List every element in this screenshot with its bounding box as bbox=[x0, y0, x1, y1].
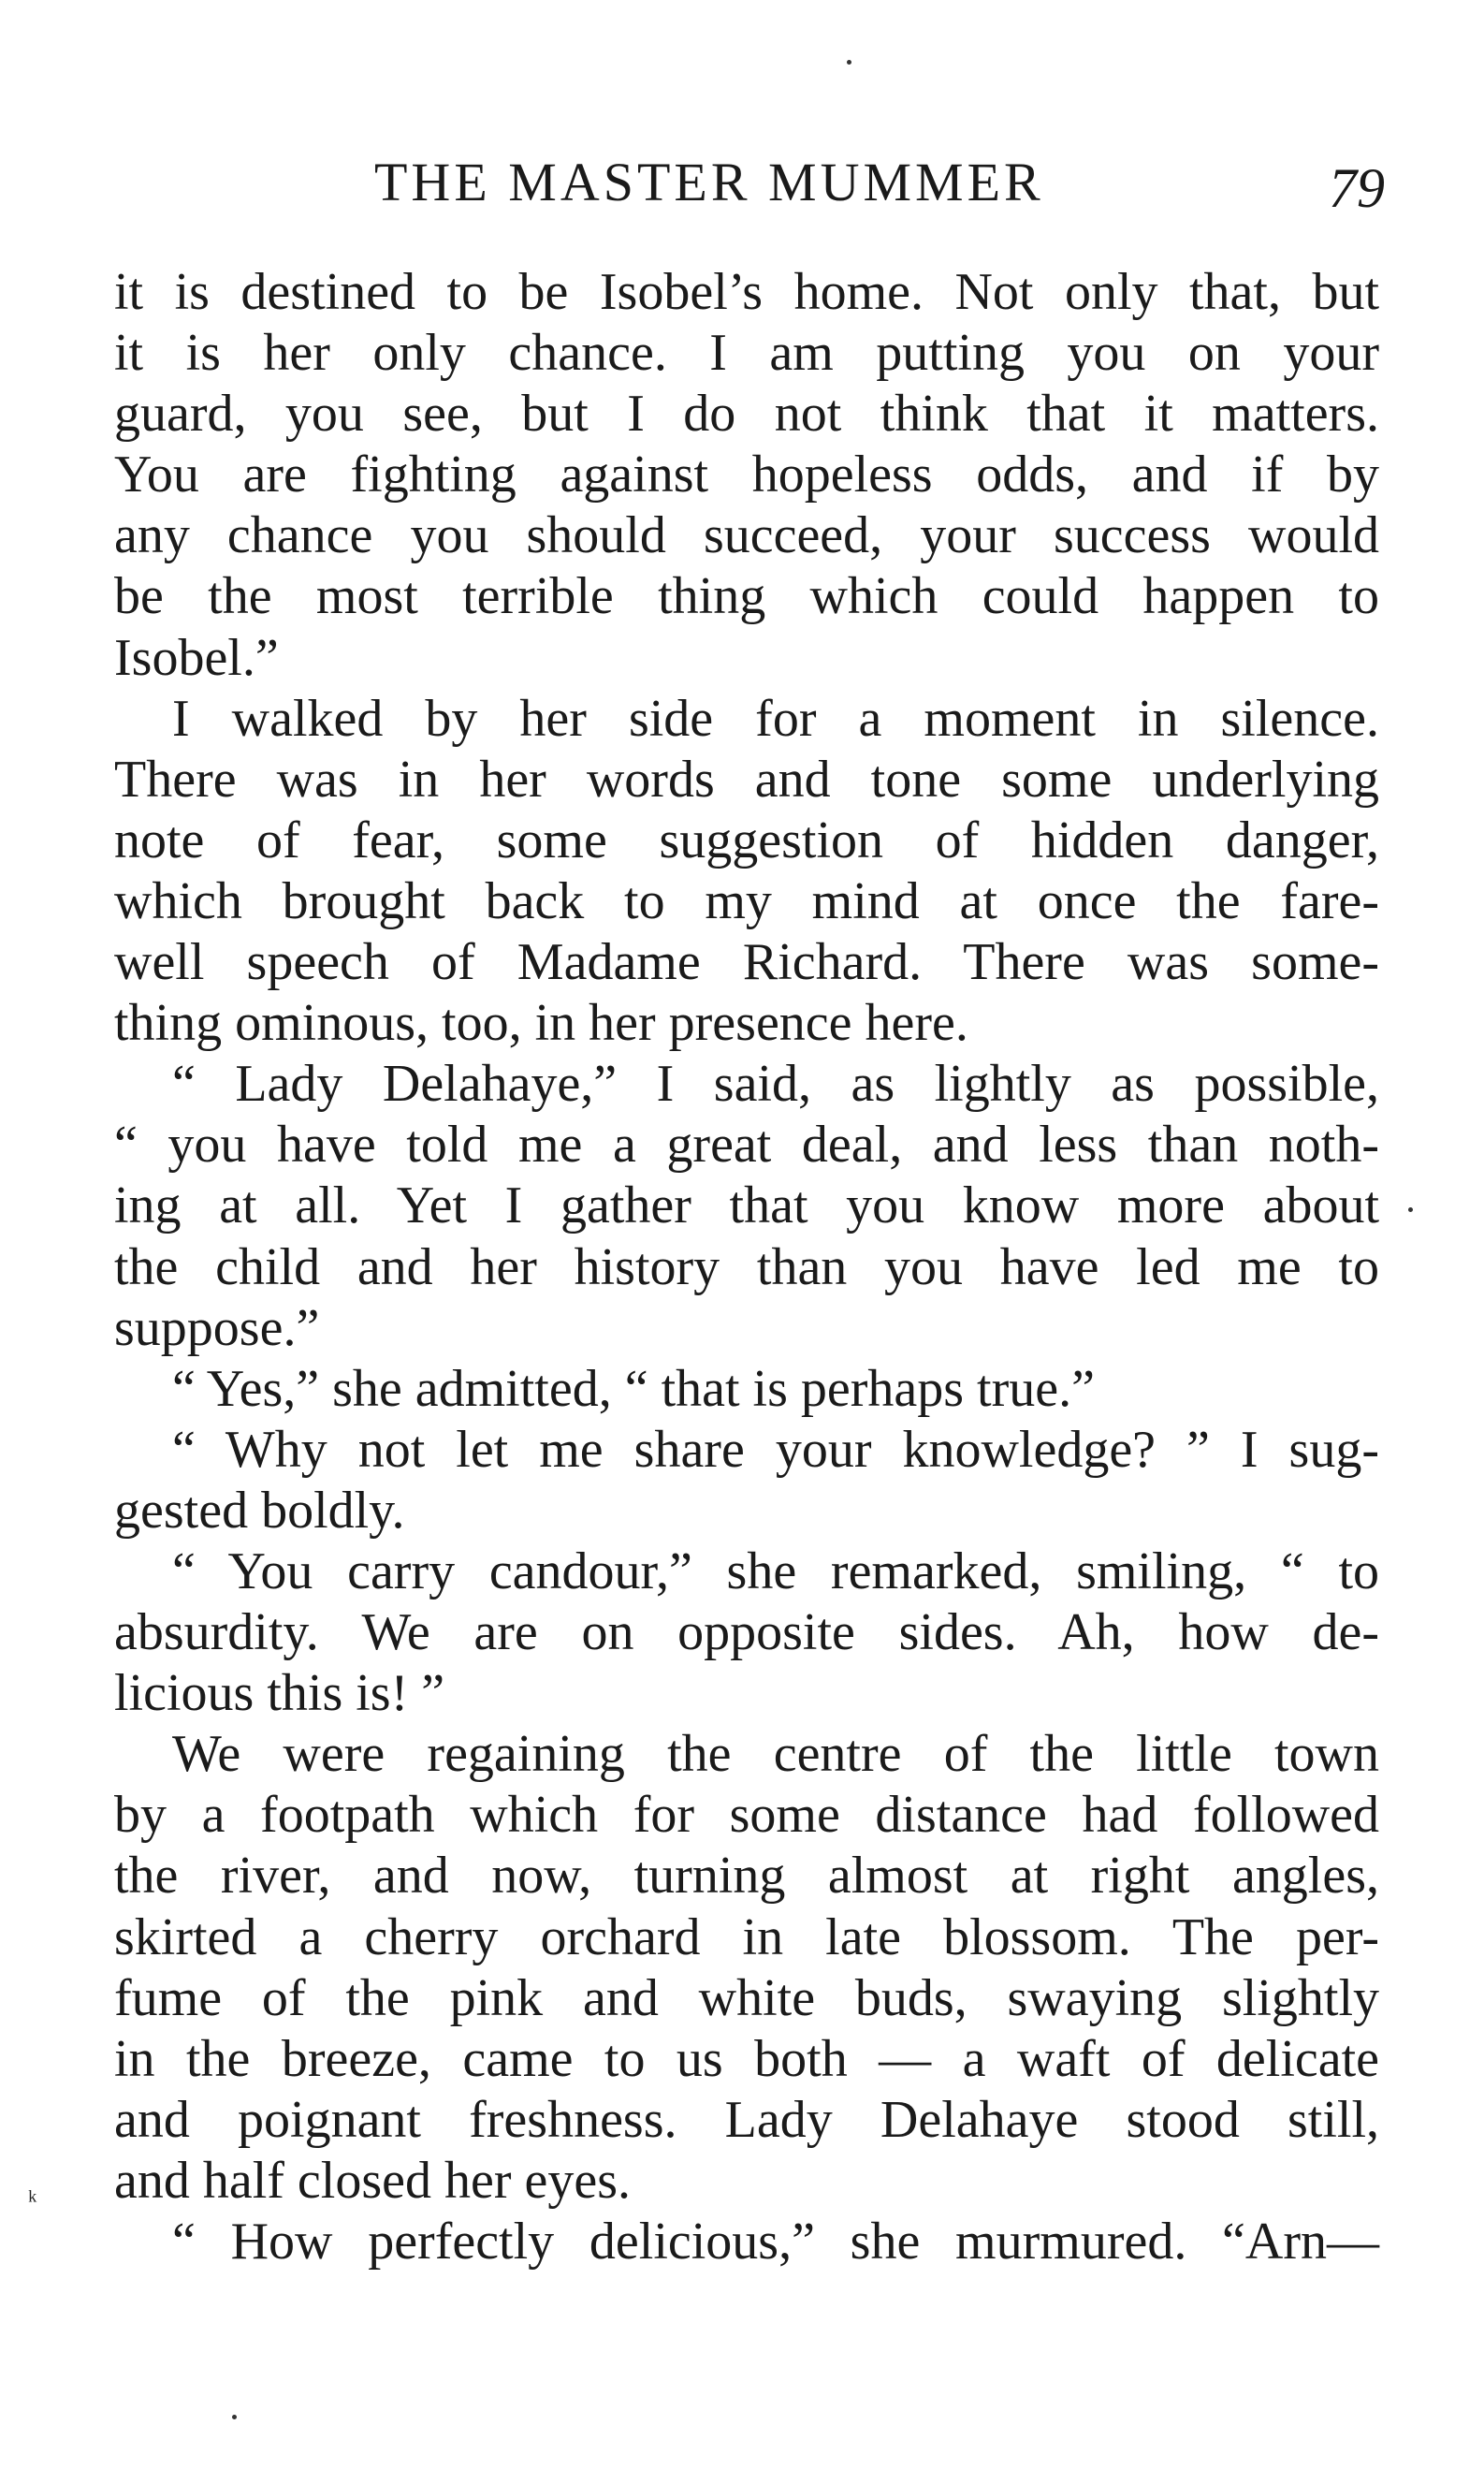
text-line: licious this is! ” bbox=[114, 1664, 445, 1723]
text-line: absurdity. We are on opposite sides. Ah, how de- bbox=[114, 1603, 1379, 1662]
margin-mark: ᵏ bbox=[28, 2185, 37, 2216]
text-line: ing at all. Yet I gather that you know more about bbox=[114, 1176, 1379, 1235]
text-line: “ you have told me a great deal, and less than noth- bbox=[114, 1116, 1379, 1175]
page-number: 79 bbox=[1329, 157, 1385, 219]
text-line: Isobel.” bbox=[114, 628, 279, 687]
speck bbox=[232, 2415, 237, 2419]
text-line: You are fighting against hopeless odds, and if by bbox=[114, 446, 1379, 504]
text-line: it is her only chance. I am putting you on your bbox=[114, 324, 1379, 383]
text-line: the river, and now, turning almost at right angles, bbox=[114, 1847, 1379, 1906]
text-line: which brought back to my mind at once the fare- bbox=[114, 871, 1379, 930]
text-line: “ How perfectly delicious,” she murmured. “Arn— bbox=[172, 2213, 1379, 2271]
text-line: skirted a cherry orchard in late blossom. The per- bbox=[114, 1907, 1379, 1966]
text-line: well speech of Madame Richard. There was some- bbox=[114, 933, 1379, 992]
text-line: fume of the pink and white buds, swaying slightly bbox=[114, 1968, 1379, 2027]
text-line: any chance you should succeed, your success would bbox=[114, 506, 1379, 565]
text-line: it is destined to be Isobel’s home. Not only that, but bbox=[114, 263, 1379, 321]
text-line: be the most terrible thing which could happen to bbox=[114, 567, 1379, 626]
text-line: There was in her words and tone some underlying bbox=[114, 750, 1379, 809]
text-line: “ Yes,” she admitted, “ that is perhaps true.” bbox=[172, 1359, 1095, 1418]
text-line: suppose.” bbox=[114, 1298, 320, 1357]
body-text bbox=[114, 262, 1379, 2272]
text-line: “ Lady Delahaye,” I said, as lightly as possible, bbox=[172, 1055, 1379, 1114]
text-line: and half closed her eyes. bbox=[114, 2151, 631, 2210]
speck bbox=[1408, 1207, 1413, 1212]
speck bbox=[847, 60, 851, 65]
text-line: I walked by her side for a moment in silence. bbox=[172, 689, 1379, 748]
text-line: thing ominous, too, in her presence here. bbox=[114, 994, 968, 1053]
text-line: in the breeze, came to us both — a waft of delicate bbox=[114, 2029, 1379, 2088]
text-line: by a footpath which for some distance had followed bbox=[114, 1786, 1379, 1845]
text-line: We were regaining the centre of the little town bbox=[172, 1725, 1379, 1784]
text-line: and poignant freshness. Lady Delahaye stood still, bbox=[114, 2090, 1379, 2149]
running-title: THE MASTER MUMMER bbox=[374, 152, 1044, 212]
text-line: “ Why not let me share your knowledge? ” I sug- bbox=[172, 1420, 1379, 1479]
text-line: gested boldly. bbox=[114, 1481, 405, 1540]
text-line: note of fear, some suggestion of hidden danger, bbox=[114, 811, 1379, 869]
page-header bbox=[112, 150, 1385, 219]
text-line: the child and her history than you have led me to bbox=[114, 1237, 1379, 1296]
text-line: guard, you see, but I do not think that it matters. bbox=[114, 385, 1379, 444]
text-line: “ You carry candour,” she remarked, smiling, “ to bbox=[172, 1541, 1379, 1600]
